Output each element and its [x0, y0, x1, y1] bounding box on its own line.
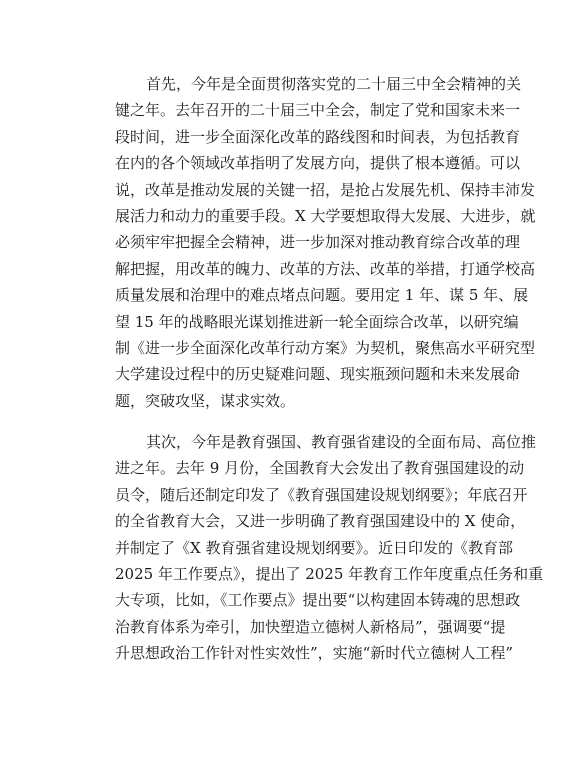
text-line: 首先，今年是全面贯彻落实党的二十届三中全会精神的关: [146, 75, 522, 93]
text-line: 展活力和动力的重要手段。X 大学要想取得大发展、大进步，就: [115, 206, 536, 225]
text-line: 的全省教育大会，又进一步明确了教育强国建设中的 X 使命，: [115, 512, 526, 531]
text-line: 治教育体系为牵引，加快塑造立德树人新格局”，强调要“提: [115, 617, 506, 636]
text-line: 望 15 年的战略眼光谋划推进新一轮全面综合改革，以研究编: [115, 312, 519, 331]
text-line: 大专项，比如，《工作要点》提出要“以构建固本铸魂的思想政: [115, 591, 521, 610]
text-line: 升思想政治工作针对性实效性”，实施“新时代立德树人工程”: [115, 644, 514, 663]
text-line: 段时间，进一步全面深化改革的路线图和时间表，为包括教育: [115, 127, 521, 146]
paragraph-second: [115, 429, 544, 667]
text-line: 必须牢牢把握全会精神，进一步加深对推动教育综合改革的理: [115, 233, 521, 252]
text-line: 制《进一步全面深化改革行动方案》为契机，聚焦高水平研究型: [115, 338, 536, 357]
text-line: 质量发展和治理中的难点堵点问题。要用定 1 年、谋 5 年、展: [115, 286, 529, 305]
text-line: 2025 年工作要点》，提出了 2025 年教育工作年度重点任务和重: [115, 564, 544, 583]
text-line: 并制定了《X 教育强省建设规划纲要》。近日印发的《教育部: [115, 538, 513, 557]
text-line: 键之年。去年召开的二十届三中全会，制定了党和国家未来一: [115, 101, 521, 120]
text-line: 题，突破攻坚，谋求实效。: [115, 391, 296, 410]
text-line: 其次，今年是教育强国、教育强省建设的全面布局、高位推: [146, 433, 537, 451]
paragraph-first: [115, 71, 536, 414]
text-line: 员令，随后还制定印发了《教育强国建设规划纲要》；年底召开: [115, 485, 528, 504]
text-line: 在内的各个领域改革指明了发展方向，提供了根本遵循。可以: [115, 154, 521, 173]
text-line: 说，改革是推动发展的关键一招，是抢占发展先机、保持丰沛发: [115, 180, 536, 199]
text-line: 解把握，用改革的魄力、改革的方法、改革的举措，打通学校高: [115, 259, 536, 278]
text-line: 大学建设过程中的历史疑难问题、现实瓶颈问题和未来发展命: [115, 365, 521, 384]
text-line: 进之年。去年 9 月份，全国教育大会发出了教育强国建设的动: [115, 459, 525, 478]
